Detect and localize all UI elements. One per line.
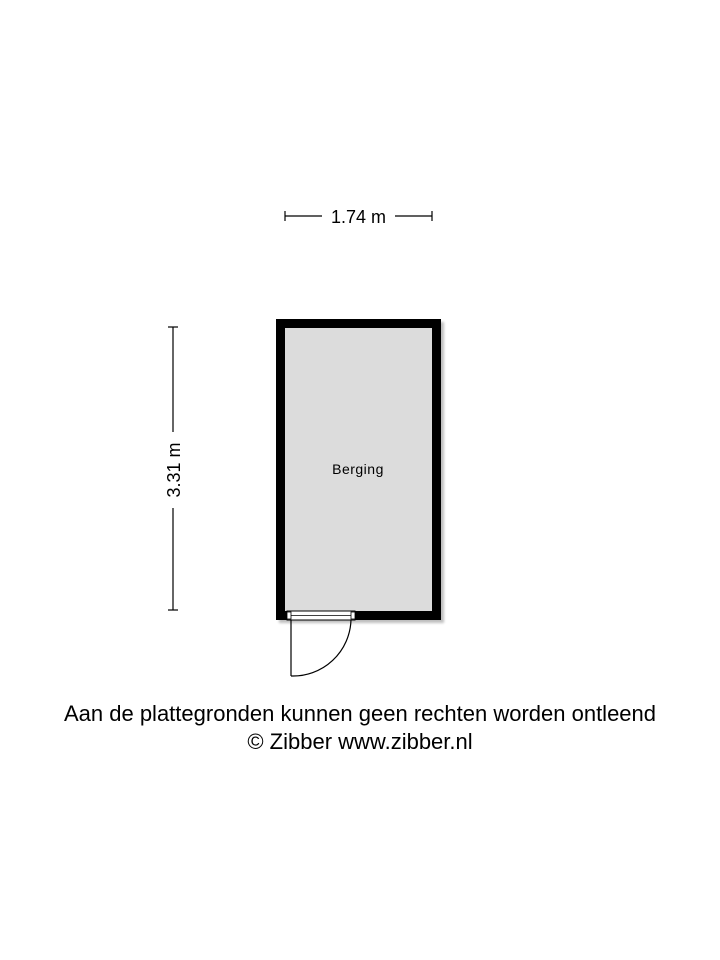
- height-dimension-label: 3.31 m: [164, 442, 184, 498]
- width-dimension-label: 1.74 m: [330, 207, 387, 227]
- disclaimer-text: Aan de plattegronden kunnen geen rechten worden ontleend: [63, 701, 657, 726]
- copyright-text: © Zibber www.zibber.nl: [247, 729, 473, 754]
- width-dimension: [285, 207, 432, 227]
- door: [291, 620, 351, 676]
- door-threshold: [287, 611, 355, 620]
- height-dimension: [164, 327, 184, 610]
- room-label: Berging: [332, 461, 384, 477]
